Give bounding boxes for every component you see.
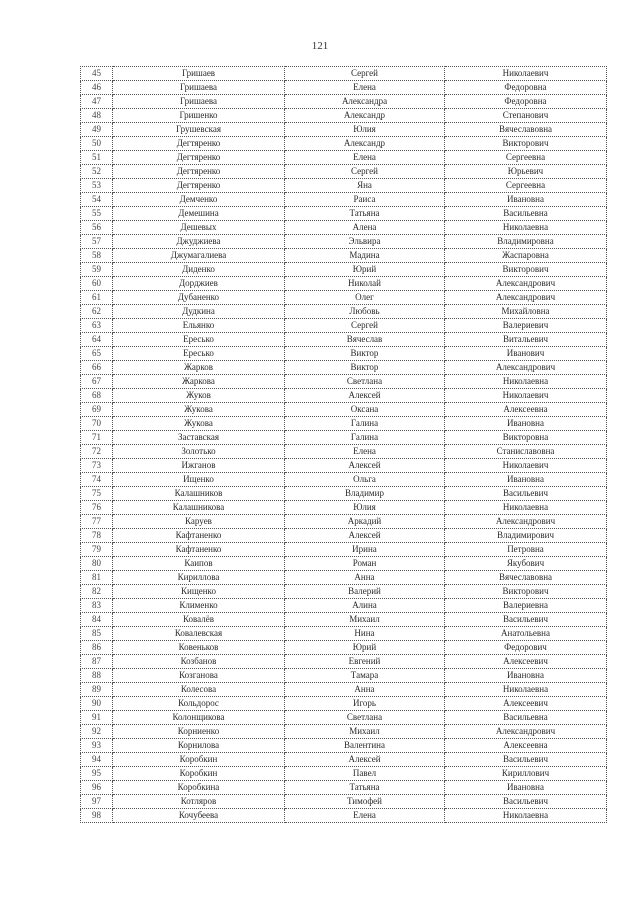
surname-cell: Калашникова	[113, 501, 285, 515]
patronymic-cell: Витальевич	[445, 333, 607, 347]
first-name-cell: Олег	[285, 291, 445, 305]
patronymic-cell: Степанович	[445, 109, 607, 123]
table-row	[81, 319, 607, 333]
patronymic-cell: Жаспаровна	[445, 249, 607, 263]
table-row	[81, 375, 607, 389]
table-row	[81, 739, 607, 753]
row-number: 50	[81, 137, 113, 151]
table-row	[81, 221, 607, 235]
first-name-cell: Алена	[285, 221, 445, 235]
patronymic-cell: Николаевна	[445, 375, 607, 389]
row-number: 87	[81, 655, 113, 669]
patronymic-cell: Алексеевна	[445, 739, 607, 753]
first-name-cell: Евгений	[285, 655, 445, 669]
table-row	[81, 459, 607, 473]
row-number: 76	[81, 501, 113, 515]
patronymic-cell: Михайловна	[445, 305, 607, 319]
table-row	[81, 81, 607, 95]
first-name-cell: Александр	[285, 137, 445, 151]
first-name-cell: Валерий	[285, 585, 445, 599]
table-row	[81, 557, 607, 571]
surname-cell: Ковалевская	[113, 627, 285, 641]
row-number: 85	[81, 627, 113, 641]
row-number: 47	[81, 95, 113, 109]
surname-cell: Каруев	[113, 515, 285, 529]
page-number: 121	[311, 40, 329, 52]
table-row	[81, 151, 607, 165]
first-name-cell: Елена	[285, 445, 445, 459]
first-name-cell: Ирина	[285, 543, 445, 557]
patronymic-cell: Вячеславовна	[445, 123, 607, 137]
first-name-cell: Юлия	[285, 501, 445, 515]
surname-cell: Кафтаненко	[113, 543, 285, 557]
surname-cell: Котляров	[113, 795, 285, 809]
surname-cell: Козганова	[113, 669, 285, 683]
surname-cell: Гришенко	[113, 109, 285, 123]
patronymic-cell: Николаевич	[445, 389, 607, 403]
patronymic-cell: Александрович	[445, 361, 607, 375]
table-row	[81, 753, 607, 767]
first-name-cell: Михаил	[285, 613, 445, 627]
row-number: 62	[81, 305, 113, 319]
patronymic-cell: Васильевна	[445, 711, 607, 725]
row-number: 75	[81, 487, 113, 501]
table-row	[81, 417, 607, 431]
first-name-cell: Татьяна	[285, 207, 445, 221]
table-row	[81, 207, 607, 221]
patronymic-cell: Ивановна	[445, 781, 607, 795]
surname-cell: Демченко	[113, 193, 285, 207]
patronymic-cell: Викторович	[445, 137, 607, 151]
row-number: 95	[81, 767, 113, 781]
row-number: 80	[81, 557, 113, 571]
patronymic-cell: Николаевич	[445, 67, 607, 81]
first-name-cell: Сергей	[285, 319, 445, 333]
surname-cell: Корниенко	[113, 725, 285, 739]
patronymic-cell: Алексеевич	[445, 697, 607, 711]
table-row	[81, 123, 607, 137]
first-name-cell: Елена	[285, 809, 445, 823]
surname-cell: Заставская	[113, 431, 285, 445]
surname-cell: Гришаева	[113, 81, 285, 95]
table-row	[81, 361, 607, 375]
table-row	[81, 501, 607, 515]
row-number: 60	[81, 277, 113, 291]
row-number: 82	[81, 585, 113, 599]
surname-cell: Дубаненко	[113, 291, 285, 305]
table-row	[81, 277, 607, 291]
patronymic-cell: Александрович	[445, 291, 607, 305]
table-row	[81, 543, 607, 557]
surname-cell: Грушевская	[113, 123, 285, 137]
patronymic-cell: Николаевна	[445, 221, 607, 235]
row-number: 63	[81, 319, 113, 333]
first-name-cell: Александр	[285, 109, 445, 123]
surname-cell: Жаркова	[113, 375, 285, 389]
first-name-cell: Мадина	[285, 249, 445, 263]
surname-cell: Кищенко	[113, 585, 285, 599]
table-row	[81, 585, 607, 599]
patronymic-cell: Сергеевна	[445, 179, 607, 193]
table-row	[81, 403, 607, 417]
surname-cell: Козбанов	[113, 655, 285, 669]
row-number: 56	[81, 221, 113, 235]
row-number: 66	[81, 361, 113, 375]
table-row	[81, 291, 607, 305]
row-number: 89	[81, 683, 113, 697]
row-number: 61	[81, 291, 113, 305]
row-number: 64	[81, 333, 113, 347]
patronymic-cell: Владимировна	[445, 235, 607, 249]
first-name-cell: Елена	[285, 151, 445, 165]
surname-cell: Ересько	[113, 333, 285, 347]
patronymic-cell: Юрьевич	[445, 165, 607, 179]
surname-cell: Дегтяренко	[113, 137, 285, 151]
table-row	[81, 179, 607, 193]
first-name-cell: Юрий	[285, 263, 445, 277]
patronymic-cell: Викторович	[445, 263, 607, 277]
first-name-cell: Сергей	[285, 67, 445, 81]
surname-cell: Ковалёв	[113, 613, 285, 627]
table-row	[81, 305, 607, 319]
surname-cell: Коробкин	[113, 753, 285, 767]
patronymic-cell: Ивановна	[445, 417, 607, 431]
first-name-cell: Оксана	[285, 403, 445, 417]
table-row	[81, 725, 607, 739]
surname-cell: Ельянко	[113, 319, 285, 333]
first-name-cell: Алексей	[285, 753, 445, 767]
row-number: 91	[81, 711, 113, 725]
surname-cell: Ковеньков	[113, 641, 285, 655]
table-row	[81, 809, 607, 823]
surname-cell: Золотько	[113, 445, 285, 459]
row-number: 57	[81, 235, 113, 249]
first-name-cell: Тамара	[285, 669, 445, 683]
patronymic-cell: Федоровна	[445, 81, 607, 95]
patronymic-cell: Николаевич	[445, 459, 607, 473]
row-number: 70	[81, 417, 113, 431]
patronymic-cell: Васильевич	[445, 613, 607, 627]
table-row	[81, 473, 607, 487]
first-name-cell: Павел	[285, 767, 445, 781]
patronymic-cell: Васильевич	[445, 753, 607, 767]
surname-cell: Жукова	[113, 417, 285, 431]
first-name-cell: Алексей	[285, 529, 445, 543]
first-name-cell: Вячеслав	[285, 333, 445, 347]
surname-cell: Колесова	[113, 683, 285, 697]
patronymic-cell: Алексеевна	[445, 403, 607, 417]
patronymic-cell: Кириллович	[445, 767, 607, 781]
surname-cell: Кочубеева	[113, 809, 285, 823]
table-row	[81, 67, 607, 81]
table-row	[81, 627, 607, 641]
table-row	[81, 109, 607, 123]
surname-cell: Коробкина	[113, 781, 285, 795]
table-row	[81, 767, 607, 781]
patronymic-cell: Иванович	[445, 347, 607, 361]
table-row	[81, 249, 607, 263]
first-name-cell: Алексей	[285, 389, 445, 403]
row-number: 49	[81, 123, 113, 137]
patronymic-cell: Валериевич	[445, 319, 607, 333]
surname-cell: Дегтяренко	[113, 179, 285, 193]
table-row	[81, 235, 607, 249]
row-number: 77	[81, 515, 113, 529]
surname-cell: Жукова	[113, 403, 285, 417]
surname-cell: Жарков	[113, 361, 285, 375]
patronymic-cell: Анатольевна	[445, 627, 607, 641]
patronymic-cell: Владимирович	[445, 529, 607, 543]
first-name-cell: Раиса	[285, 193, 445, 207]
patronymic-cell: Алексеевич	[445, 655, 607, 669]
table-row	[81, 95, 607, 109]
patronymic-cell: Александрович	[445, 725, 607, 739]
patronymic-cell: Петровна	[445, 543, 607, 557]
row-number: 71	[81, 431, 113, 445]
patronymic-cell: Федоровна	[445, 95, 607, 109]
row-number: 58	[81, 249, 113, 263]
table-row	[81, 487, 607, 501]
first-name-cell: Яна	[285, 179, 445, 193]
surname-cell: Коробкин	[113, 767, 285, 781]
patronymic-cell: Якубович	[445, 557, 607, 571]
row-number: 86	[81, 641, 113, 655]
row-number: 98	[81, 809, 113, 823]
row-number: 92	[81, 725, 113, 739]
first-name-cell: Юрий	[285, 641, 445, 655]
row-number: 88	[81, 669, 113, 683]
first-name-cell: Анна	[285, 683, 445, 697]
surname-cell: Ищенко	[113, 473, 285, 487]
surname-cell: Дегтяренко	[113, 165, 285, 179]
surname-cell: Кольдорос	[113, 697, 285, 711]
table-row	[81, 781, 607, 795]
first-name-cell: Елена	[285, 81, 445, 95]
patronymic-cell: Александрович	[445, 515, 607, 529]
table-row	[81, 599, 607, 613]
first-name-cell: Анна	[285, 571, 445, 585]
first-name-cell: Сергей	[285, 165, 445, 179]
table-row	[81, 389, 607, 403]
surname-cell: Джуджиева	[113, 235, 285, 249]
patronymic-cell: Вячеславовна	[445, 571, 607, 585]
surname-cell: Кафтаненко	[113, 529, 285, 543]
patronymic-cell: Александрович	[445, 277, 607, 291]
first-name-cell: Роман	[285, 557, 445, 571]
surname-cell: Кириллова	[113, 571, 285, 585]
first-name-cell: Михаил	[285, 725, 445, 739]
table-row	[81, 193, 607, 207]
surname-cell: Калашников	[113, 487, 285, 501]
patronymic-cell: Ивановна	[445, 193, 607, 207]
row-number: 73	[81, 459, 113, 473]
first-name-cell: Светлана	[285, 375, 445, 389]
surname-cell: Дешевых	[113, 221, 285, 235]
surname-cell: Гришаева	[113, 95, 285, 109]
patronymic-cell: Валериевна	[445, 599, 607, 613]
surname-cell: Каипов	[113, 557, 285, 571]
patronymic-cell: Васильевич	[445, 795, 607, 809]
roster-table	[80, 66, 607, 823]
table-row	[81, 529, 607, 543]
surname-cell: Жуков	[113, 389, 285, 403]
first-name-cell: Алина	[285, 599, 445, 613]
surname-cell: Гришаев	[113, 67, 285, 81]
first-name-cell: Аркадий	[285, 515, 445, 529]
patronymic-cell: Сергеевна	[445, 151, 607, 165]
table-row	[81, 613, 607, 627]
table-row	[81, 795, 607, 809]
row-number: 53	[81, 179, 113, 193]
row-number: 83	[81, 599, 113, 613]
table-row	[81, 137, 607, 151]
row-number: 48	[81, 109, 113, 123]
first-name-cell: Юлия	[285, 123, 445, 137]
patronymic-cell: Викторовна	[445, 431, 607, 445]
first-name-cell: Александра	[285, 95, 445, 109]
row-number: 74	[81, 473, 113, 487]
first-name-cell: Ольга	[285, 473, 445, 487]
surname-cell: Ижганов	[113, 459, 285, 473]
surname-cell: Ересько	[113, 347, 285, 361]
patronymic-cell: Николаевна	[445, 501, 607, 515]
surname-cell: Корнилова	[113, 739, 285, 753]
row-number: 79	[81, 543, 113, 557]
table-row	[81, 669, 607, 683]
patronymic-cell: Николаевна	[445, 809, 607, 823]
table-row	[81, 711, 607, 725]
first-name-cell: Эльвира	[285, 235, 445, 249]
table-row	[81, 641, 607, 655]
first-name-cell: Светлана	[285, 711, 445, 725]
patronymic-cell: Ивановна	[445, 669, 607, 683]
row-number: 93	[81, 739, 113, 753]
patronymic-cell: Станиславовна	[445, 445, 607, 459]
row-number: 69	[81, 403, 113, 417]
row-number: 54	[81, 193, 113, 207]
table-row	[81, 655, 607, 669]
patronymic-cell: Федорович	[445, 641, 607, 655]
table-row	[81, 263, 607, 277]
row-number: 65	[81, 347, 113, 361]
row-number: 72	[81, 445, 113, 459]
first-name-cell: Татьяна	[285, 781, 445, 795]
row-number: 84	[81, 613, 113, 627]
surname-cell: Дорджиев	[113, 277, 285, 291]
row-number: 90	[81, 697, 113, 711]
table-row	[81, 333, 607, 347]
first-name-cell: Галина	[285, 431, 445, 445]
table-row	[81, 165, 607, 179]
table-row	[81, 515, 607, 529]
patronymic-cell: Николаевна	[445, 683, 607, 697]
surname-cell: Диденко	[113, 263, 285, 277]
row-number: 59	[81, 263, 113, 277]
surname-cell: Дудкина	[113, 305, 285, 319]
surname-cell: Джумагалиева	[113, 249, 285, 263]
row-number: 78	[81, 529, 113, 543]
surname-cell: Демешина	[113, 207, 285, 221]
row-number: 96	[81, 781, 113, 795]
first-name-cell: Николай	[285, 277, 445, 291]
first-name-cell: Валентина	[285, 739, 445, 753]
table-row	[81, 445, 607, 459]
patronymic-cell: Викторович	[445, 585, 607, 599]
table-row	[81, 431, 607, 445]
first-name-cell: Алексей	[285, 459, 445, 473]
row-number: 97	[81, 795, 113, 809]
row-number: 94	[81, 753, 113, 767]
first-name-cell: Игорь	[285, 697, 445, 711]
surname-cell: Дегтяренко	[113, 151, 285, 165]
table-row	[81, 697, 607, 711]
first-name-cell: Виктор	[285, 347, 445, 361]
first-name-cell: Виктор	[285, 361, 445, 375]
surname-cell: Клименко	[113, 599, 285, 613]
table-row	[81, 683, 607, 697]
row-number: 81	[81, 571, 113, 585]
first-name-cell: Любовь	[285, 305, 445, 319]
row-number: 68	[81, 389, 113, 403]
patronymic-cell: Васильевич	[445, 487, 607, 501]
row-number: 51	[81, 151, 113, 165]
patronymic-cell: Ивановна	[445, 473, 607, 487]
row-number: 46	[81, 81, 113, 95]
row-number: 67	[81, 375, 113, 389]
first-name-cell: Владимир	[285, 487, 445, 501]
roster-body	[81, 67, 607, 823]
row-number: 45	[81, 67, 113, 81]
row-number: 55	[81, 207, 113, 221]
patronymic-cell: Васильевна	[445, 207, 607, 221]
first-name-cell: Тимофей	[285, 795, 445, 809]
first-name-cell: Нина	[285, 627, 445, 641]
table-row	[81, 571, 607, 585]
table-row	[81, 347, 607, 361]
row-number: 52	[81, 165, 113, 179]
first-name-cell: Галина	[285, 417, 445, 431]
surname-cell: Колонщикова	[113, 711, 285, 725]
